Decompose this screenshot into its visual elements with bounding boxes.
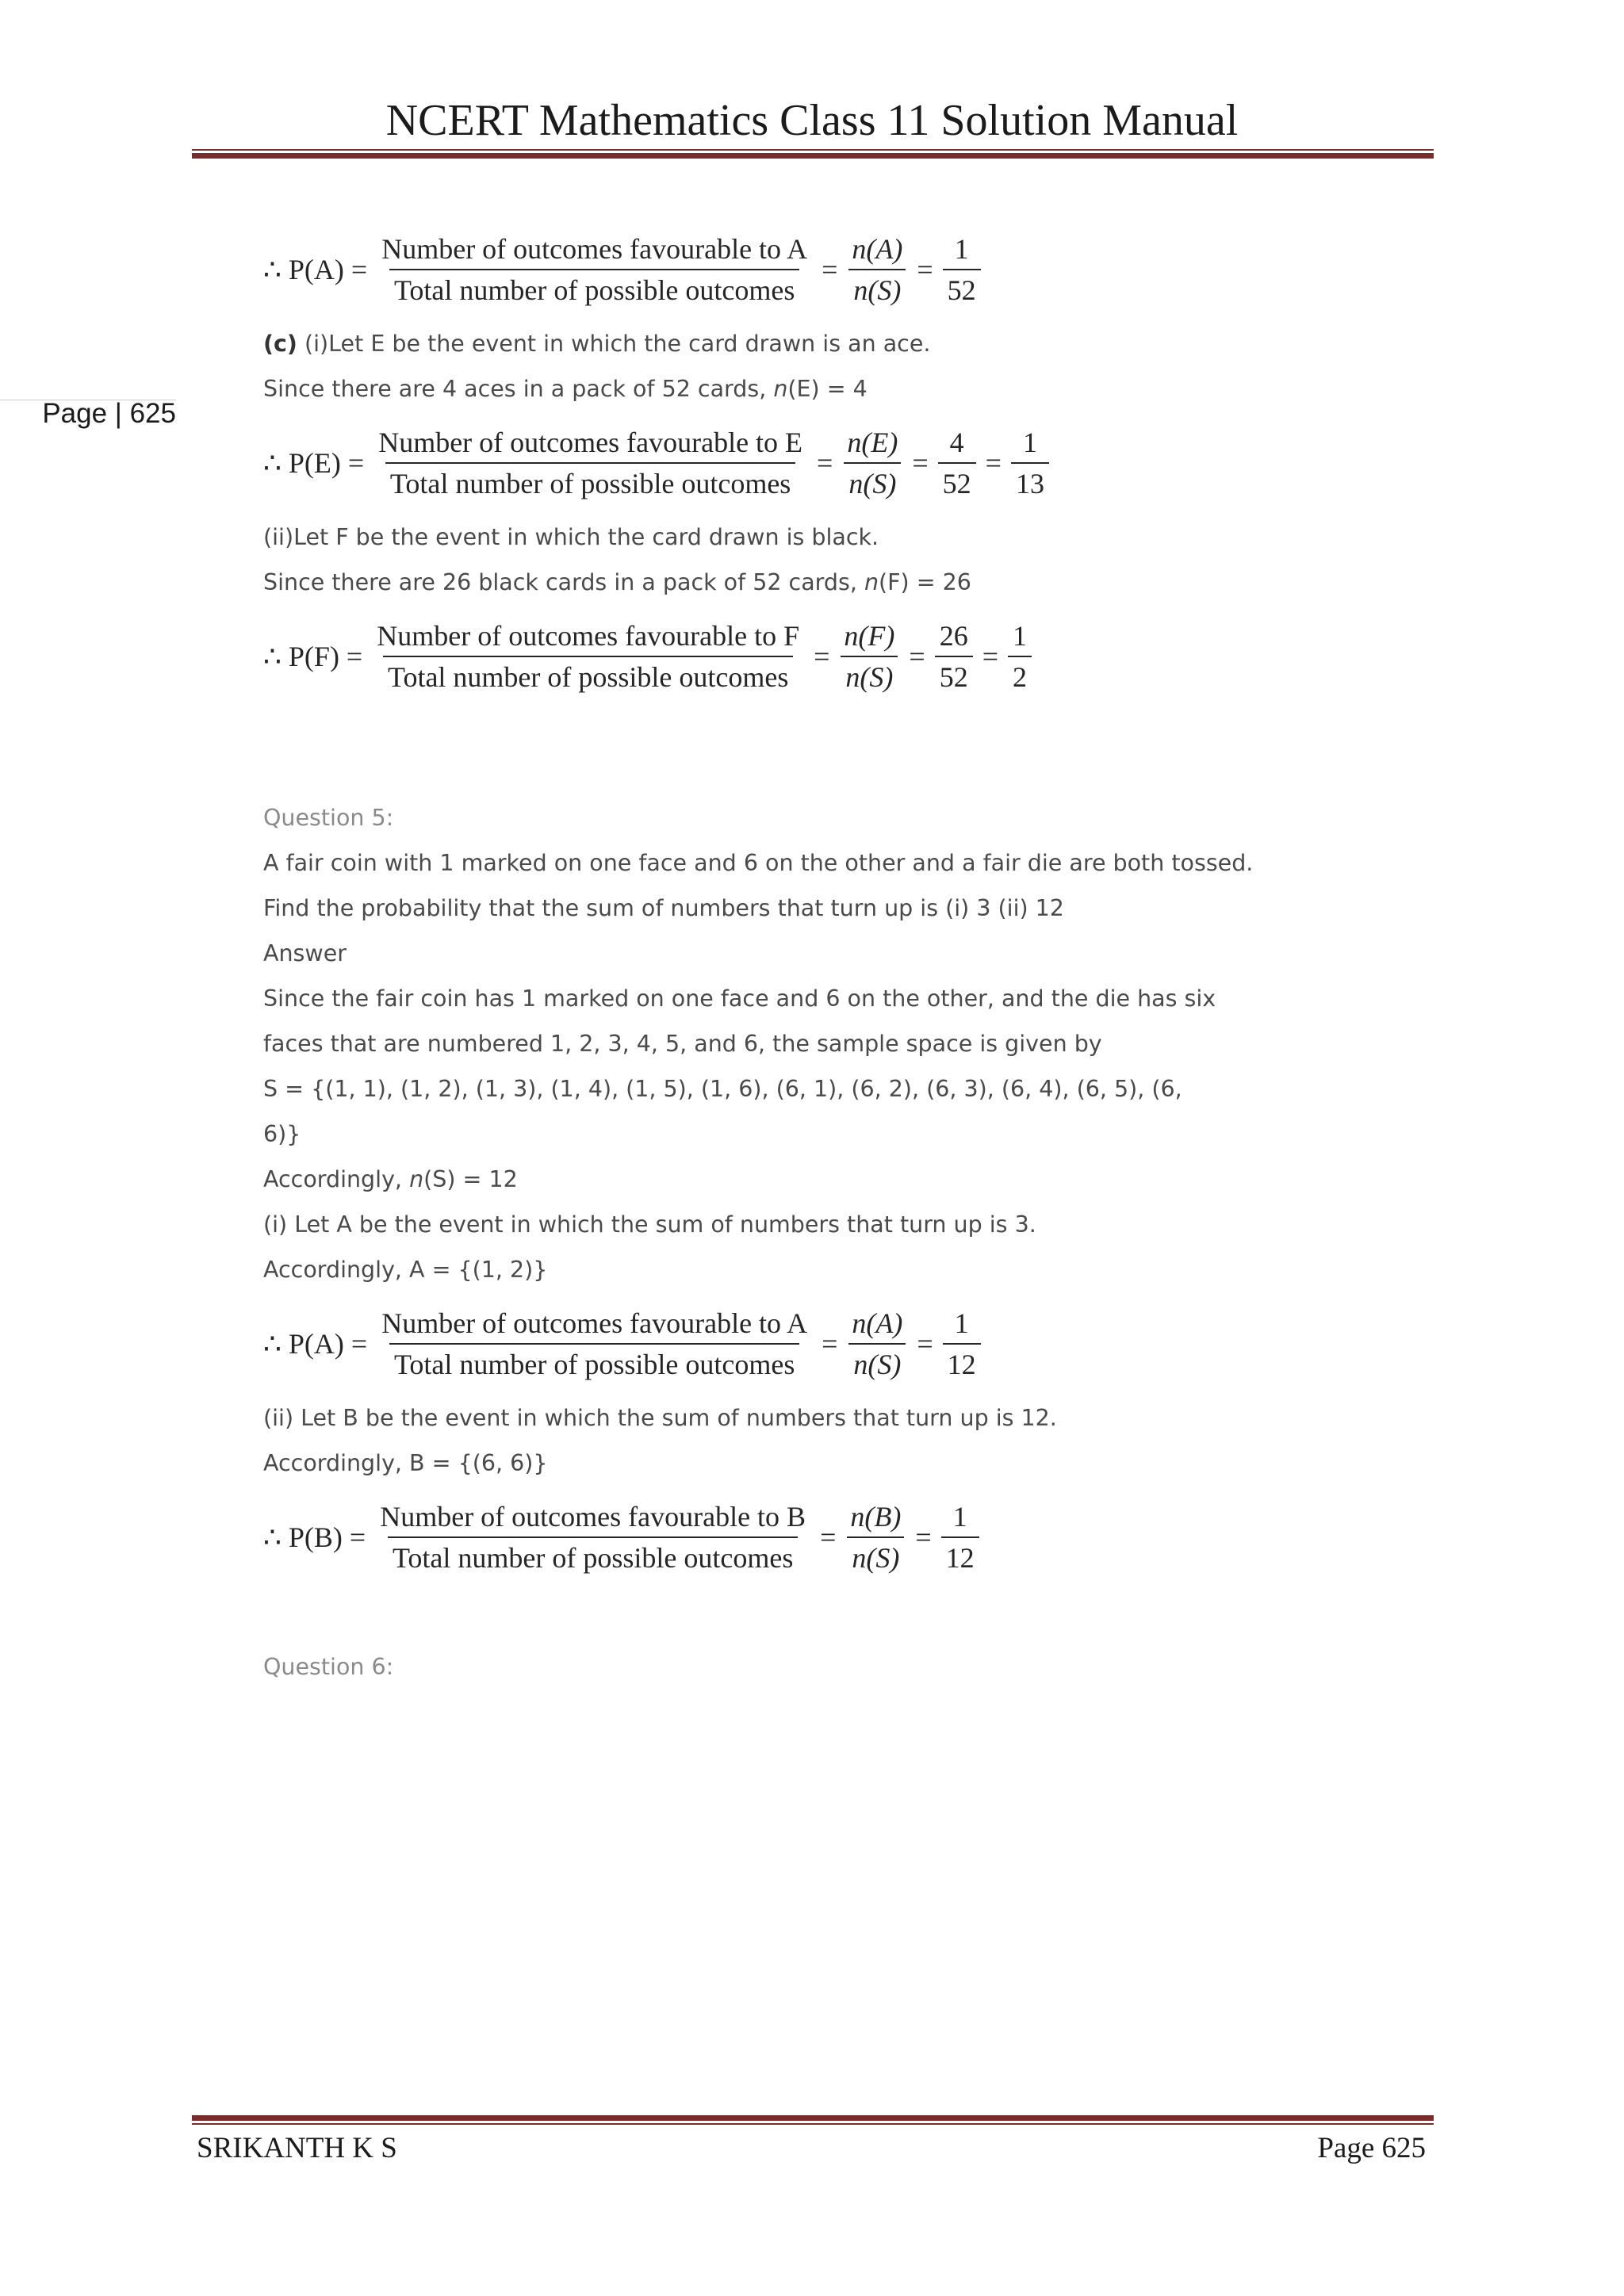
formula-pa-1: ∴ P(A) = $\frac{\text{Number of outcomes favourable to A}}{\text{Total number of possible outcomes}}$ = $\frac{n(A)}{n(S)}$ = $\frac{1}{52}$ — [263, 218, 1453, 321]
text-c-ii: (ii)Let F be the event in which the card drawn is black. — [263, 524, 879, 550]
question-5-line-2: Find the probability that the sum of numbers that turn up is (i) 3 (ii) 12 — [263, 895, 1064, 921]
question-6-heading: Question 6: — [263, 1654, 394, 1680]
formula-pe: ∴ P(E) = $\frac{\text{Number of outcomes favourable to E}}{\text{Total number of possible outcomes}}$ = $\frac{n(E)}{n(S)}$ = $\frac{4}{52}$ = $\frac{1}{13}$ — [263, 411, 1453, 515]
part-i-line: (i) Let A be the event in which the sum of numbers that turn up is 3. — [263, 1211, 1036, 1238]
header-rule-thin — [192, 149, 1434, 151]
question-5-line-1: A fair coin with 1 marked on one face and 6 on the other and a fair die are both tossed. — [263, 850, 1254, 876]
footer-rule-thin — [192, 2123, 1434, 2125]
margin-page-label: Page | 625 — [42, 398, 176, 429]
page-title: NCERT Mathematics Class 11 Solution Manual — [385, 96, 1239, 145]
formula-pf: ∴ P(F) = $\frac{\text{Number of outcomes favourable to F}}{\text{Total number of possible outcomes}}$ = $\frac{n(F)}{n(S)}$ = $\frac{26}{52}$ = $\frac{1}{2}$ — [263, 605, 1453, 708]
sample-space-line-2: 6)} — [263, 1121, 301, 1147]
formula-pb: ∴ P(B) = $\frac{\text{Number of outcomes favourable to B}}{\text{Total number of possible outcomes}}$ = $\frac{n(B)}{n(S)}$ = $\frac{1}{12}$ — [263, 1486, 1453, 1589]
text-c-i: (c) (i)Let E be the event in which the card drawn is an ace. — [263, 331, 931, 357]
accordingly-ns: Accordingly, n(S) = 12 — [263, 1166, 518, 1192]
answer-label: Answer — [263, 940, 347, 966]
answer-line-2: faces that are numbered 1, 2, 3, 4, 5, and 6, the sample space is given by — [263, 1031, 1102, 1057]
footer-author: SRIKANTH K S — [197, 2132, 397, 2164]
text-aces: Since there are 4 aces in a pack of 52 cards, n(E) = 4 — [263, 376, 868, 402]
accordingly-a: Accordingly, A = {(1, 2)} — [263, 1257, 548, 1283]
header-rule-thick — [192, 153, 1434, 159]
footer-rule-thick — [192, 2115, 1434, 2121]
text-black: Since there are 26 black cards in a pack of 52 cards, n(F) = 26 — [263, 569, 971, 595]
accordingly-b: Accordingly, B = {(6, 6)} — [263, 1450, 548, 1476]
answer-line-1: Since the fair coin has 1 marked on one face and 6 on the other, and the die has six — [263, 985, 1216, 1012]
footer-page-number: Page 625 — [1317, 2132, 1426, 2164]
document-body — [263, 218, 1453, 1689]
part-ii-line: (ii) Let B be the event in which the sum of numbers that turn up is 12. — [263, 1405, 1057, 1431]
question-5-heading: Question 5: — [263, 805, 394, 831]
formula-pa-2: ∴ P(A) = $\frac{\text{Number of outcomes favourable to A}}{\text{Total number of possible outcomes}}$ = $\frac{n(A)}{n(S)}$ = $\frac{1}{12}$ — [263, 1292, 1453, 1395]
sample-space-line-1: S = {(1, 1), (1, 2), (1, 3), (1, 4), (1, 5), (1, 6), (6, 1), (6, 2), (6, 3), (6, 4), (6, 5), (6, — [263, 1076, 1182, 1102]
